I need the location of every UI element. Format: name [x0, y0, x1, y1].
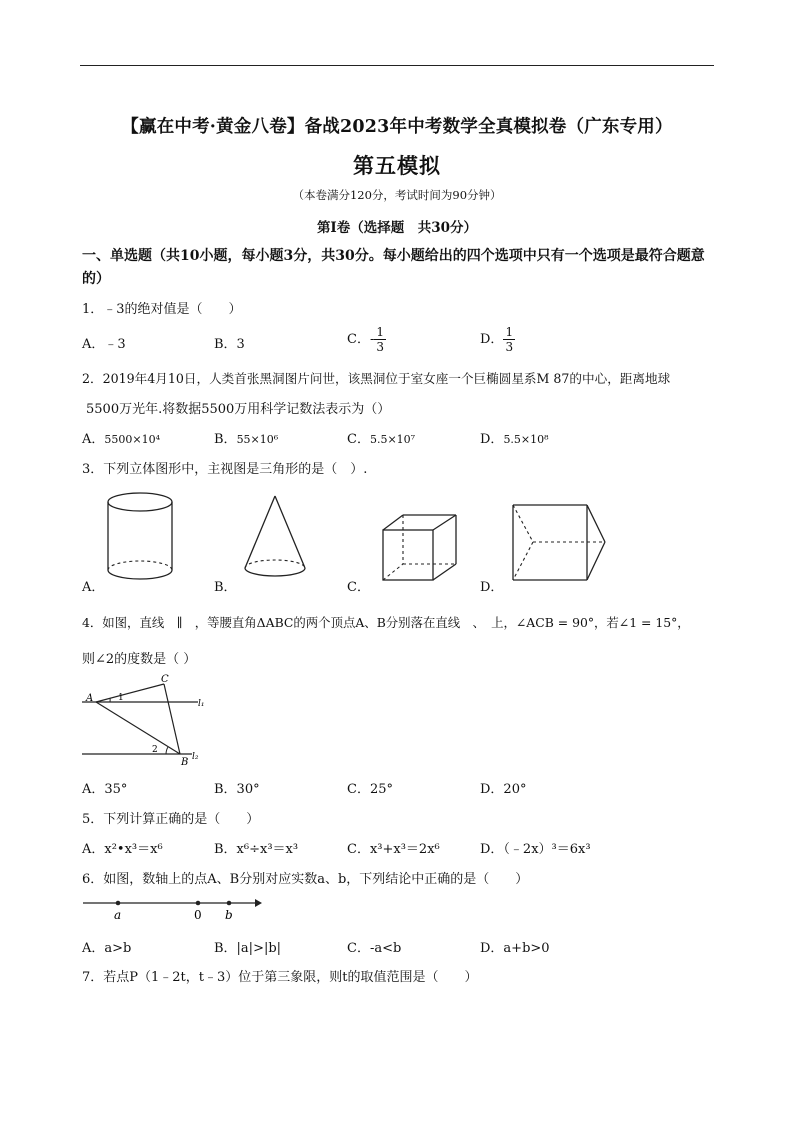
- q2-a-value: 5500×10⁴: [104, 433, 161, 446]
- q6-option-a: A．a>b: [82, 941, 132, 956]
- q2-a-label: A．: [82, 432, 105, 447]
- q4-option-d: D．20°: [480, 782, 527, 797]
- q2-b-label: B．: [214, 432, 237, 447]
- q1-d-denominator: 3: [505, 340, 514, 354]
- fig-angle-1: 1: [118, 693, 124, 703]
- q4-option-a: A．35°: [82, 782, 128, 797]
- q2-option-b: [214, 428, 278, 447]
- q2-c-value: 5.5×10⁷: [369, 433, 416, 446]
- q7-stem: 7．若点P（1﹣2t，t﹣3）位于第三象限，则t的取值范围是（ ）: [82, 970, 478, 985]
- q5-option-b: B．x⁶÷x³＝x³: [214, 842, 299, 857]
- q1-c-denominator: 3: [376, 340, 384, 354]
- q4-option-b: B．30°: [214, 782, 260, 797]
- header-rule: [80, 65, 714, 66]
- q5-option-c: C．x³+x³＝2x⁶: [347, 842, 440, 857]
- q1-option-d: [480, 325, 515, 354]
- fig-label-c: C: [161, 674, 169, 685]
- q1-option-a: A．﹣3: [82, 337, 126, 352]
- q1-option-d-label: D．: [480, 332, 504, 347]
- cone-figure: [240, 492, 310, 584]
- q3-option-b: B．: [214, 580, 237, 595]
- q3-stem: 3．下列立体图形中，主视图是三角形的是（ ）.: [82, 462, 368, 477]
- paper-subtitle: 第五模拟: [353, 153, 441, 178]
- q1-c-numerator: 1: [376, 325, 384, 339]
- q3-option-a: A．: [82, 580, 105, 595]
- q2-stem-line1: 2．2019年4月10日，人类首张黑洞图片问世，该黑洞位于室女座一个巨椭圆星系M 87的中心，距离地球: [82, 371, 671, 386]
- fig-line-l1: l₁: [198, 699, 205, 709]
- prism-figure: [505, 500, 610, 588]
- q2-option-c: [347, 428, 415, 447]
- q1-stem: 1．﹣3的绝对值是（ ）: [82, 302, 242, 317]
- q5-option-d: D．（﹣2x）³＝6x³: [480, 842, 591, 857]
- q6-option-c: C．-a<b: [347, 941, 402, 956]
- q2-b-value: 55×10⁶: [236, 433, 279, 446]
- number-line-label-zero: 0: [194, 908, 202, 922]
- number-line-label-b: b: [225, 908, 233, 922]
- q2-option-a: [82, 428, 160, 447]
- q4-stem-line1: 4．如图，直线 ∥ ，等腰直角ΔABC的两个顶点A、B分别落在直线 、 上，∠ACB = 90°，若∠1 = 15°，: [82, 615, 690, 630]
- q3-option-d: D．: [480, 580, 504, 595]
- q1-option-d-fraction: [503, 325, 515, 354]
- triangle-figure: [80, 672, 220, 772]
- q1-option-b: B．3: [214, 337, 245, 352]
- q2-stem-line2: 5500万光年.将数据5500万用科学记数法表示为（）: [86, 402, 391, 417]
- q6-option-b: B．|a|>|b|: [214, 941, 282, 956]
- section-heading: 一、单选题（共10小题，每小题3分，共30分。每小题给出的四个选项中只有一个选项是最符合题意的）: [82, 248, 705, 287]
- q5-option-a: A．x²•x³＝x⁶: [82, 842, 163, 857]
- cube-figure: [378, 512, 466, 584]
- q6-option-d: D．a+b>0: [480, 941, 550, 956]
- q2-c-label: C．: [347, 432, 370, 447]
- q1-option-c: [347, 325, 386, 354]
- exam-note: （本卷满分120分，考试时间为90分钟）: [292, 188, 502, 202]
- q2-option-d: [480, 428, 549, 447]
- q4-stem-line2: 则∠2的度数是（ ）: [82, 652, 197, 667]
- q5-stem: 5．下列计算正确的是（ ）: [82, 812, 260, 827]
- number-line-label-a: a: [114, 908, 122, 922]
- q3-option-c: C．: [347, 580, 370, 595]
- part-label: 第Ⅰ卷（选择题 共30分）: [316, 220, 478, 236]
- q4-option-c: C．25°: [347, 782, 393, 797]
- fig-label-a: A: [86, 693, 94, 704]
- q2-d-label: D．: [480, 432, 504, 447]
- cylinder-figure: [100, 490, 180, 585]
- q1-option-c-label: C．-: [347, 332, 375, 347]
- fig-label-b: B: [181, 757, 189, 768]
- q6-stem: 6．如图，数轴上的点A、B分别对应实数a、b，下列结论中正确的是（ ）: [82, 872, 529, 887]
- q1-d-numerator: 1: [505, 325, 514, 339]
- fig-angle-2: 2: [152, 745, 158, 755]
- q2-d-value: 5.5×10⁸: [503, 433, 549, 446]
- fig-line-l2: l₂: [192, 752, 199, 762]
- q1-option-c-fraction: [374, 325, 386, 354]
- paper-title: 【赢在中考·黄金八卷】备战2023年中考数学全真模拟卷（广东专用）: [121, 117, 673, 137]
- number-line-figure: [80, 893, 265, 923]
